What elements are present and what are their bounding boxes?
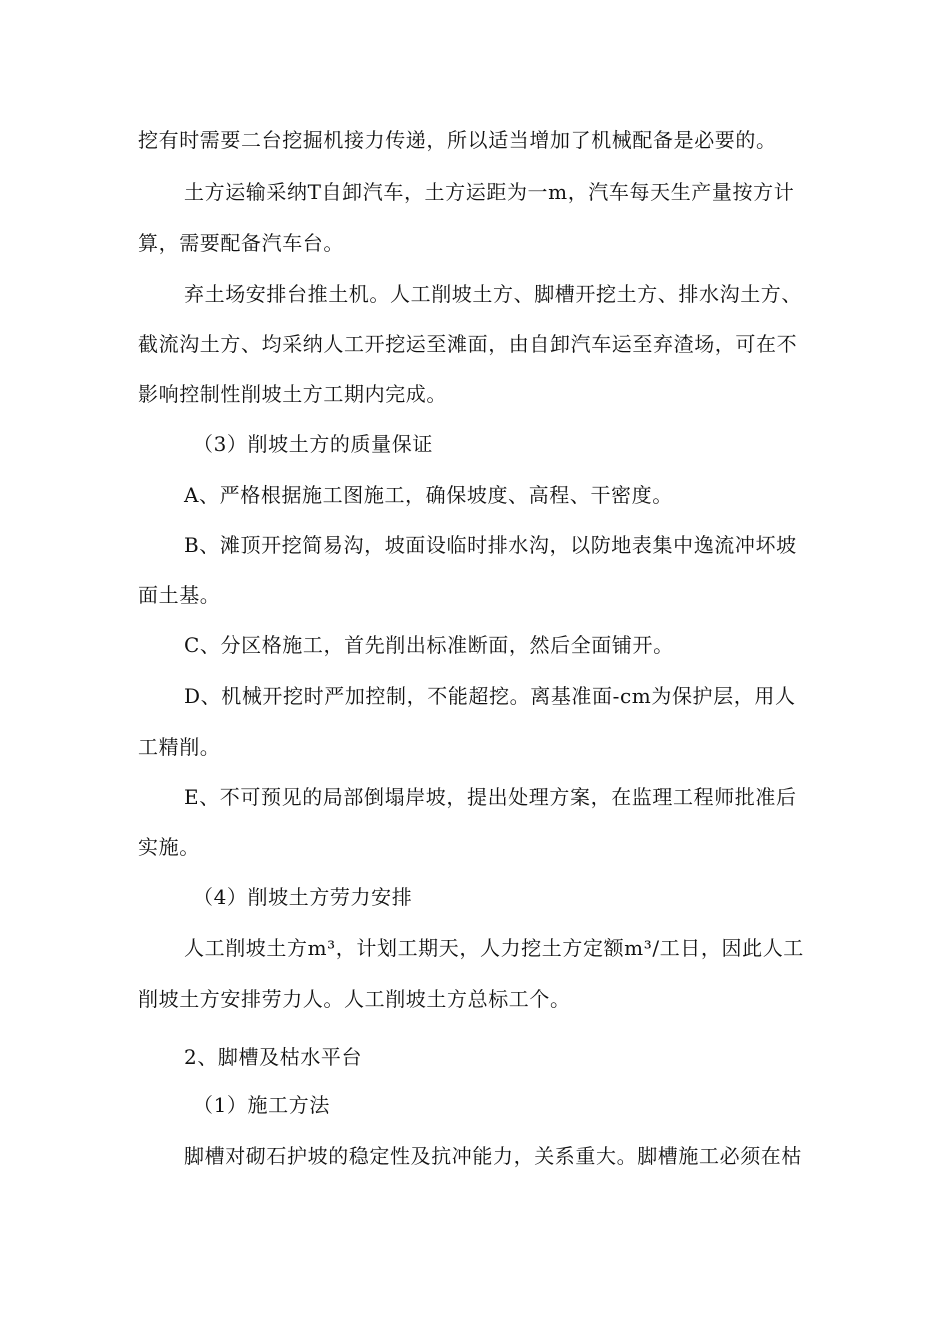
paragraph-line: 削坡土方安排劳力人。人工削坡土方总标工个。 [138,987,571,1011]
paragraph-line: 影响控制性削坡土方工期内完成。 [138,382,447,406]
paragraph-line: B、滩顶开挖简易沟，坡面设临时排水沟，以防地表集中逸流冲坏坡 [184,533,797,557]
subsection-heading: （1）施工方法 [193,1093,330,1117]
paragraph-line: 土方运输采纳T自卸汽车，土方运距为一m，汽车每天生产量按方计 [184,180,795,204]
paragraph-line: 面土基。 [138,583,221,607]
paragraph-line: 脚槽对砌石护坡的稳定性及抗冲能力，关系重大。脚槽施工必须在枯 [184,1144,802,1168]
section-heading: 2、脚槽及枯水平台 [184,1045,363,1069]
paragraph-line: E、不可预见的局部倒塌岸坡，提出处理方案，在监理工程师批准后 [184,785,797,809]
section-heading: （4）削坡土方劳力安排 [193,885,413,909]
paragraph-line: D、机械开挖时严加控制，不能超挖。离基准面-cm为保护层，用人 [184,684,796,708]
paragraph-line: 弃土场安排台推土机。人工削坡土方、脚槽开挖土方、排水沟土方、 [184,282,802,306]
paragraph-line: 挖有时需要二台挖掘机接力传递，所以适当增加了机械配备是必要的。 [138,128,777,152]
paragraph-line: 算，需要配备汽车台。 [138,231,344,255]
paragraph-line: 工精削。 [138,735,221,759]
paragraph-line: 截流沟土方、均采纳人工开挖运至滩面，由自卸汽车运至弃渣场，可在不 [138,332,798,356]
paragraph-line: A、严格根据施工图施工，确保坡度、高程、干密度。 [184,483,673,507]
paragraph-line: 人工削坡土方m³，计划工期天，人力挖土方定额m³/工日，因此人工 [184,936,804,960]
paragraph-line: 实施。 [138,835,200,859]
section-heading: （3）削坡土方的质量保证 [193,432,433,456]
paragraph-line: C、分区格施工，首先削出标准断面，然后全面铺开。 [184,633,674,657]
